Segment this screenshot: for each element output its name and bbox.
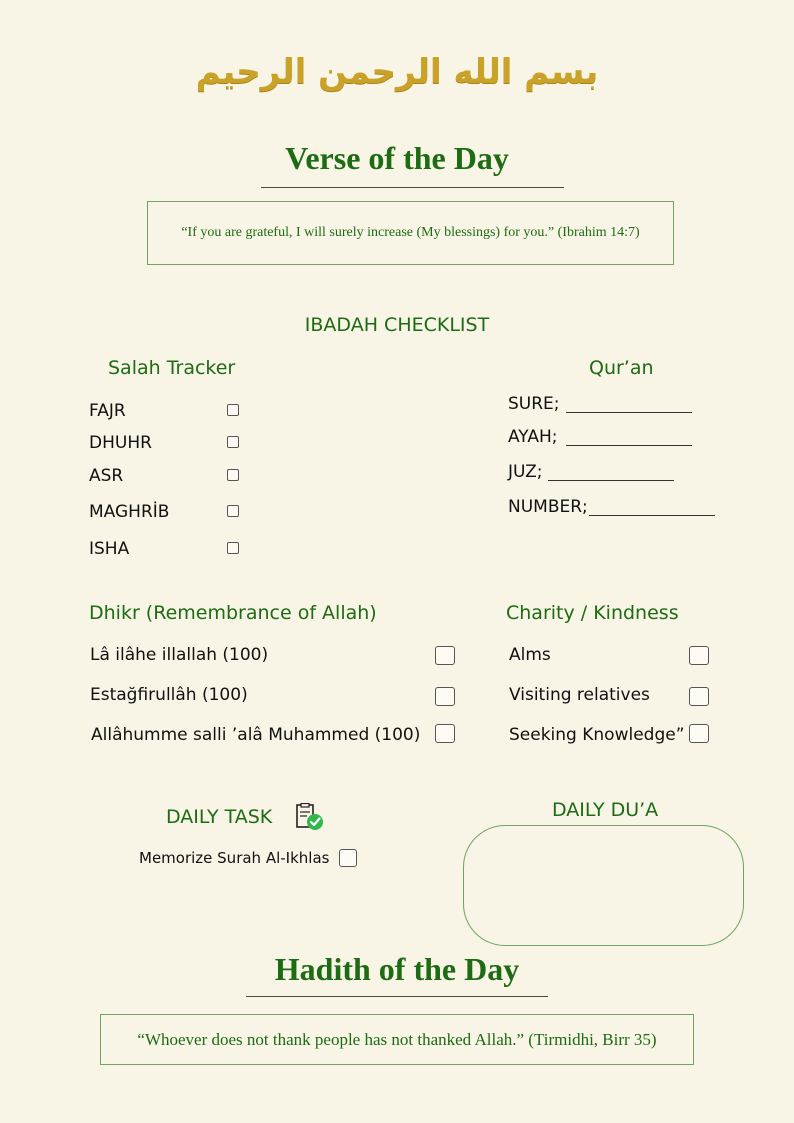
checklist-title: IBADAH CHECKLIST xyxy=(304,314,490,336)
salah-checkbox-fajr[interactable] xyxy=(227,404,239,416)
quran-title: Qur’an xyxy=(589,357,654,379)
salah-label-isha: ISHA xyxy=(89,539,130,559)
dhikr-label-1: Lâ ilâhe illallah (100) xyxy=(90,645,269,665)
daily-task-title: DAILY TASK xyxy=(166,806,273,828)
dhikr-checkbox-3[interactable] xyxy=(435,724,455,743)
quran-input-sure[interactable] xyxy=(566,412,692,413)
verse-title: Verse of the Day xyxy=(285,140,509,176)
charity-checkbox-relatives[interactable] xyxy=(689,687,709,706)
quran-input-juz[interactable] xyxy=(548,480,674,481)
quran-label-number: NUMBER; xyxy=(508,497,588,517)
charity-label-relatives: Visiting relatives xyxy=(509,685,650,705)
dhikr-checkbox-2[interactable] xyxy=(435,687,455,706)
dhikr-label-2: Estağfirullâh (100) xyxy=(90,685,248,705)
dhikr-checkbox-1[interactable] xyxy=(435,646,455,665)
salah-title: Salah Tracker xyxy=(108,357,236,379)
daily-dua-box[interactable] xyxy=(463,825,744,946)
charity-label-knowledge: Seeking Knowledge” xyxy=(509,725,685,745)
quran-input-ayah[interactable] xyxy=(566,445,692,446)
bismillah-calligraphy: بسم الله الرحمن الرحيم xyxy=(195,52,599,92)
daily-task-checkbox[interactable] xyxy=(339,849,357,867)
charity-label-alms: Alms xyxy=(509,645,551,665)
verse-box xyxy=(147,201,674,265)
charity-checkbox-alms[interactable] xyxy=(689,646,709,665)
quran-label-sure: SURE; xyxy=(508,394,560,414)
hadith-title-rule xyxy=(246,996,548,997)
salah-label-dhuhr: DHUHR xyxy=(89,433,152,453)
salah-label-maghrib: MAGHRİB xyxy=(89,502,170,522)
hadith-box xyxy=(100,1014,694,1065)
salah-checkbox-maghrib[interactable] xyxy=(227,505,239,517)
quran-label-ayah: AYAH; xyxy=(508,427,558,447)
quran-label-juz: JUZ; xyxy=(508,462,543,482)
salah-label-fajr: FAJR xyxy=(89,401,126,421)
verse-text: “If you are grateful, I will surely increase (My blessings) for you.” (Ibrahim 14:7) xyxy=(181,225,640,240)
hadith-title: Hadith of the Day xyxy=(274,951,520,987)
charity-title: Charity / Kindness xyxy=(506,602,679,624)
daily-dua-title: DAILY DU’A xyxy=(552,799,659,821)
salah-label-asr: ASR xyxy=(89,466,124,486)
charity-checkbox-knowledge[interactable] xyxy=(689,724,709,743)
quran-input-number[interactable] xyxy=(589,515,715,516)
verse-title-rule xyxy=(261,187,564,188)
dhikr-title: Dhikr (Remembrance of Allah) xyxy=(89,602,377,624)
daily-task-label: Memorize Surah Al-Ikhlas xyxy=(139,849,330,867)
hadith-text: “Whoever does not thank people has not thanked Allah.” (Tirmidhi, Birr 35) xyxy=(137,1029,657,1049)
dhikr-label-3: Allâhumme salli ’alâ Muhammed (100) xyxy=(91,725,421,745)
salah-checkbox-isha[interactable] xyxy=(227,542,239,554)
checklist-clipboard-icon xyxy=(295,803,325,831)
salah-checkbox-asr[interactable] xyxy=(227,469,239,481)
salah-checkbox-dhuhr[interactable] xyxy=(227,436,239,448)
